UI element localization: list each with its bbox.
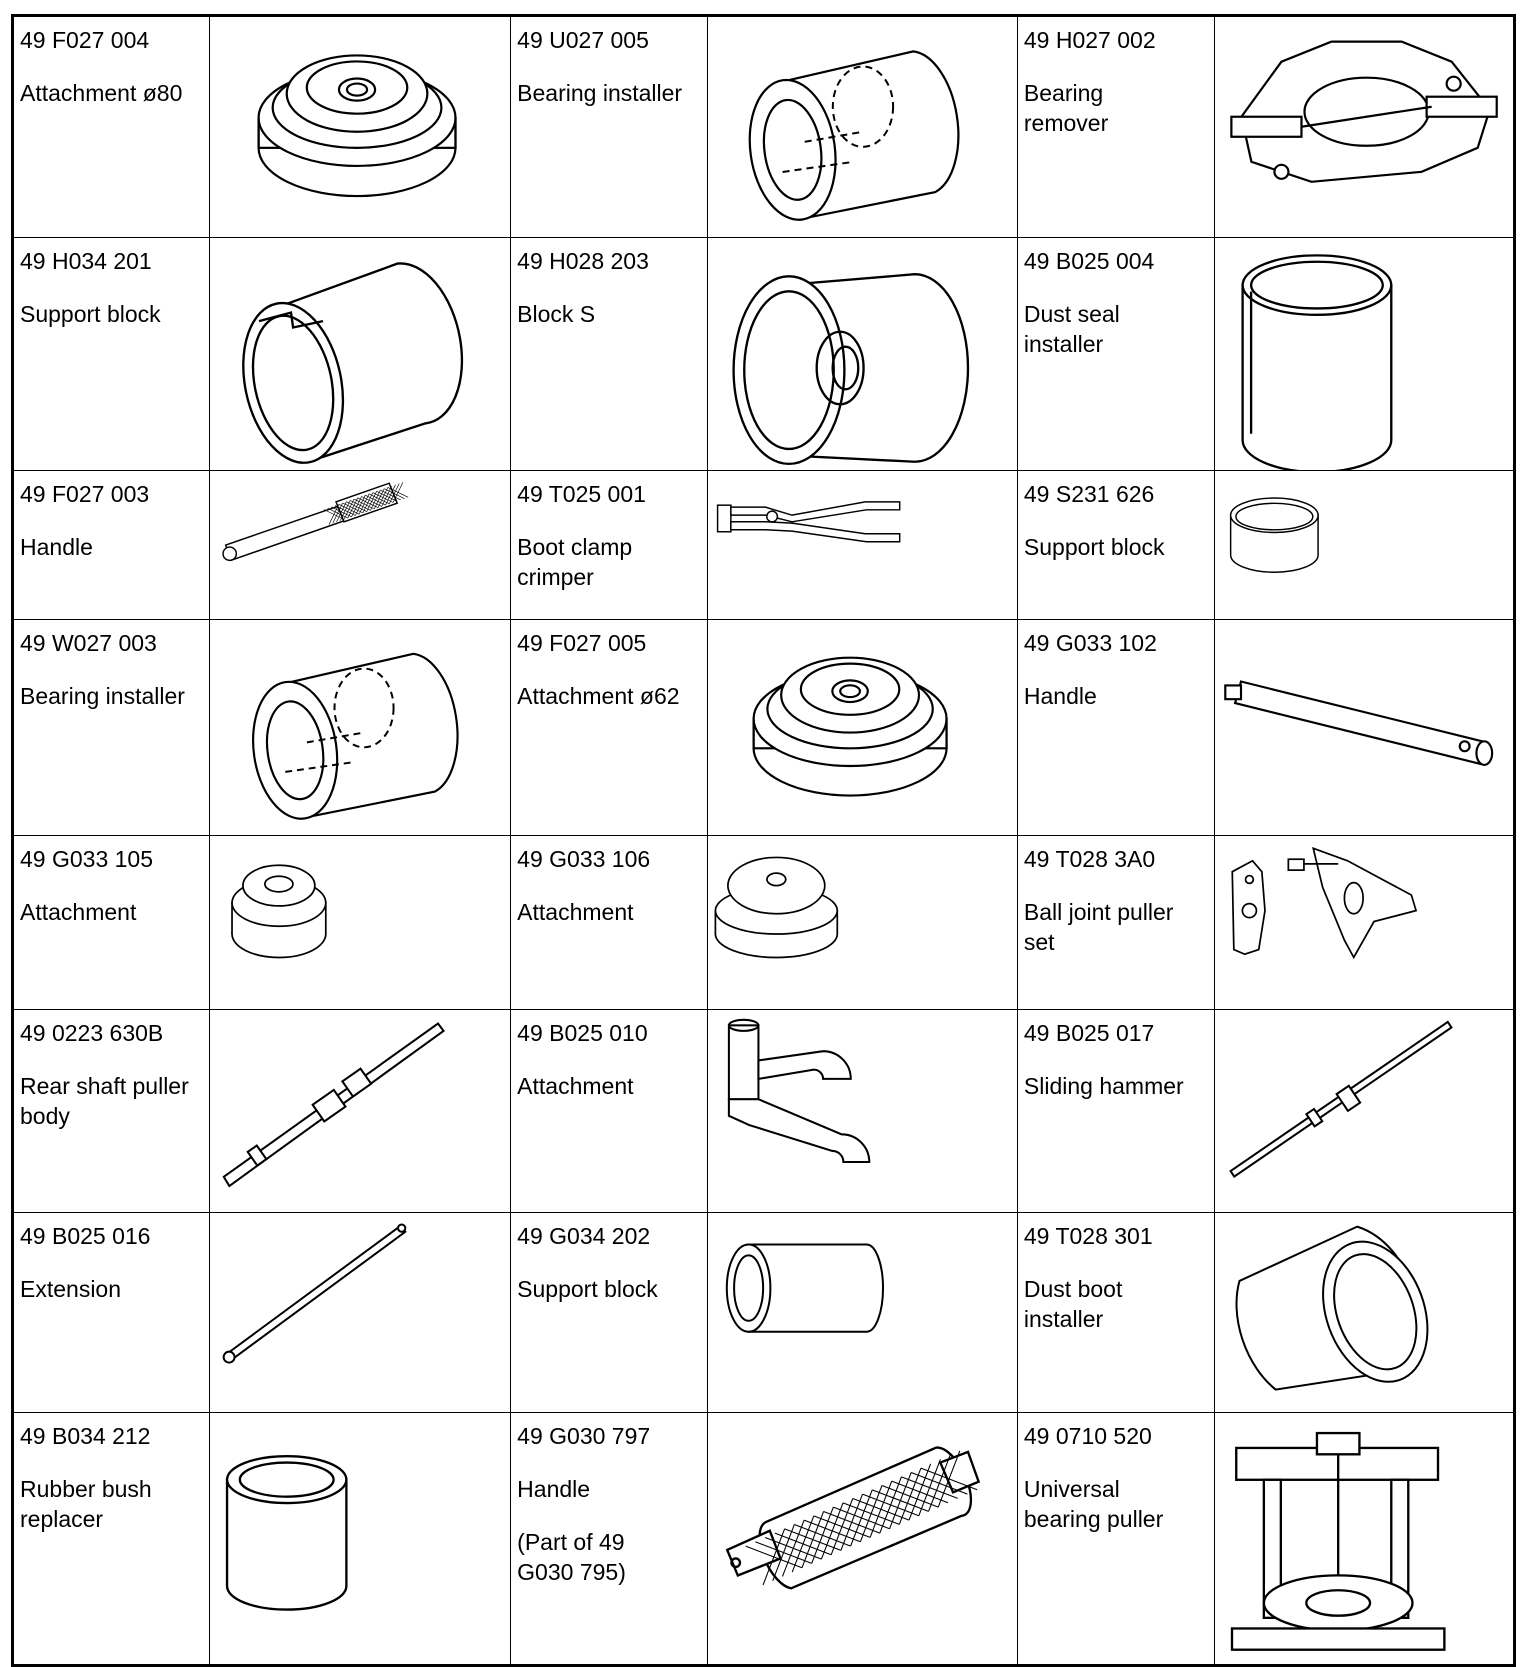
tool-name: Support block <box>20 300 161 327</box>
tool-description-cell <box>511 836 708 1010</box>
part-number: 49 G030 797 <box>517 1423 651 1450</box>
tool-illustration-cell <box>707 836 1017 1010</box>
part-number: 49 T025 001 <box>517 480 646 507</box>
tool-description-cell <box>13 836 210 1010</box>
part-number: 49 T028 301 <box>1023 1223 1153 1250</box>
tool-description-cell <box>1017 16 1214 238</box>
part-number: 49 G033 105 <box>20 846 154 873</box>
special-tools-table <box>11 14 1516 1667</box>
tool-description-cell <box>13 16 210 238</box>
part-number: 49 H034 201 <box>20 247 152 274</box>
part-number: 49 G034 202 <box>517 1223 651 1250</box>
tool-description-cell <box>1017 836 1214 1010</box>
tool-name: Extension <box>20 1276 122 1303</box>
tool-name: Bearing installer <box>517 80 683 106</box>
large-sleeve-icon <box>1215 1213 1513 1412</box>
tool-illustration-cell <box>1214 619 1514 835</box>
tool-name: Dust seal installer <box>1023 300 1120 357</box>
tool-description-cell <box>1017 1009 1214 1212</box>
tool-illustration-cell <box>209 619 510 835</box>
split-bearing-remover-icon <box>1215 17 1513 237</box>
tool-name: Bearing installer <box>20 682 185 709</box>
tool-illustration-cell <box>209 1413 510 1665</box>
tool-row <box>13 16 1515 238</box>
tool-name: Attachment <box>20 899 137 926</box>
tool-name: Attachment ø80 <box>20 80 183 106</box>
part-number: 49 H028 203 <box>517 247 649 274</box>
tool-description-cell <box>511 1213 708 1413</box>
puller-shaft-icon <box>210 1010 510 1212</box>
tool-name: Support block <box>1023 533 1165 560</box>
tool-illustration-cell <box>1214 470 1514 619</box>
tool-description-cell <box>1017 470 1214 619</box>
part-number: 49 B034 212 <box>20 1423 151 1450</box>
tool-name: Block S <box>517 300 596 327</box>
part-number: 49 0710 520 <box>1023 1423 1152 1450</box>
tool-row <box>13 1009 1515 1212</box>
part-number: 49 B025 010 <box>517 1019 648 1046</box>
part-number: 49 T028 3A0 <box>1023 846 1156 873</box>
plain-rod-icon <box>1215 620 1513 835</box>
tool-name: Sliding hammer <box>1023 1072 1184 1099</box>
tool-name: Support block <box>517 1276 658 1303</box>
extension-rod-icon <box>210 1213 510 1412</box>
long-cylinder-icon <box>708 1213 1017 1412</box>
tool-description-cell <box>13 1009 210 1212</box>
tool-note: (Part of 49 G030 795) <box>517 1529 626 1586</box>
ring-block-icon <box>1215 471 1513 619</box>
cup-block-icon <box>708 238 1017 470</box>
tool-name: Rubber bush replacer <box>20 1476 152 1533</box>
ball-joint-puller-icon <box>1215 836 1513 1009</box>
tool-illustration-cell <box>707 1413 1017 1665</box>
tool-illustration-cell <box>1214 836 1514 1010</box>
tool-row <box>13 237 1515 470</box>
knurled-handle-icon <box>708 1413 1017 1663</box>
tool-name: Attachment <box>517 1072 634 1099</box>
notched-sleeve-icon <box>210 238 510 470</box>
tool-name: Boot clamp crimper <box>517 533 633 590</box>
tool-description-cell <box>511 237 708 470</box>
tool-illustration-cell <box>209 470 510 619</box>
universal-puller-icon <box>1215 1413 1513 1663</box>
tool-name: Attachment ø62 <box>517 682 680 709</box>
tool-illustration-cell <box>209 16 510 238</box>
tool-illustration-cell <box>209 836 510 1010</box>
short-sleeve-icon <box>210 1413 510 1663</box>
tool-illustration-cell <box>209 237 510 470</box>
tool-row <box>13 836 1515 1010</box>
fork-attachment-icon <box>708 1010 1017 1212</box>
tool-name: Ball joint puller set <box>1023 899 1174 956</box>
tool-description-cell <box>1017 1213 1214 1413</box>
tool-row <box>13 1413 1515 1665</box>
sliding-hammer-icon <box>1215 1010 1513 1212</box>
part-number: 49 W027 003 <box>20 629 157 656</box>
tool-illustration-cell <box>707 470 1017 619</box>
part-number: 49 F027 005 <box>517 629 647 656</box>
stepped-attachment-icon <box>708 620 1017 835</box>
tool-illustration-cell <box>707 16 1017 238</box>
tool-illustration-cell <box>1214 237 1514 470</box>
tool-illustration-cell <box>209 1009 510 1212</box>
upright-sleeve-icon <box>1215 238 1513 470</box>
tool-description-cell <box>1017 619 1214 835</box>
stepped-attachment-icon <box>210 17 510 237</box>
tool-illustration-cell <box>1214 1413 1514 1665</box>
part-number: 49 B025 016 <box>20 1223 151 1250</box>
tool-illustration-cell <box>707 619 1017 835</box>
tool-illustration-cell <box>707 1213 1017 1413</box>
part-number: 49 G033 102 <box>1023 629 1157 656</box>
tool-illustration-cell <box>1214 16 1514 238</box>
part-number: 49 S231 626 <box>1023 480 1155 507</box>
part-number: 49 U027 005 <box>517 27 649 53</box>
part-number: 49 F027 004 <box>20 27 150 53</box>
tool-illustration-cell <box>209 1213 510 1413</box>
tool-description-cell <box>1017 237 1214 470</box>
tool-illustration-cell <box>707 237 1017 470</box>
tool-description-cell <box>1017 1413 1214 1665</box>
tool-row <box>13 1213 1515 1413</box>
tool-name: Handle <box>20 533 93 560</box>
part-number: 49 F027 003 <box>20 480 150 507</box>
tool-description-cell <box>511 619 708 835</box>
small-attachment-icon <box>210 836 510 1009</box>
tool-name: Universal bearing puller <box>1023 1476 1164 1533</box>
cylinder-installer-icon <box>708 17 1017 237</box>
tool-name: Handle <box>517 1476 591 1503</box>
tool-description-cell <box>13 619 210 835</box>
tool-description-cell <box>511 16 708 238</box>
part-number: 49 B025 004 <box>1023 247 1155 274</box>
tool-name: Handle <box>1023 682 1097 709</box>
tool-illustration-cell <box>1214 1213 1514 1413</box>
tool-description-cell <box>511 470 708 619</box>
knurled-rod-icon <box>210 471 510 619</box>
dome-attachment-icon <box>708 836 1017 1009</box>
tool-description-cell <box>13 1413 210 1665</box>
tool-name: Attachment <box>517 899 634 926</box>
tool-row <box>13 619 1515 835</box>
crimper-pliers-icon <box>708 471 1017 619</box>
tool-description-cell <box>13 237 210 470</box>
part-number: 49 B025 017 <box>1023 1019 1155 1046</box>
cylinder-installer-icon <box>210 620 510 835</box>
tool-name: Bearing remover <box>1023 80 1109 136</box>
tool-description-cell <box>511 1009 708 1212</box>
tool-description-cell <box>13 470 210 619</box>
part-number: 49 0223 630B <box>20 1019 164 1046</box>
tool-illustration-cell <box>707 1009 1017 1212</box>
tool-description-cell <box>511 1413 708 1665</box>
part-number: 49 G033 106 <box>517 846 651 873</box>
tool-description-cell <box>13 1213 210 1413</box>
tool-name: Rear shaft puller body <box>20 1072 189 1129</box>
tool-name: Dust boot installer <box>1023 1276 1123 1333</box>
tool-illustration-cell <box>1214 1009 1514 1212</box>
tool-row <box>13 470 1515 619</box>
part-number: 49 H027 002 <box>1023 27 1156 53</box>
